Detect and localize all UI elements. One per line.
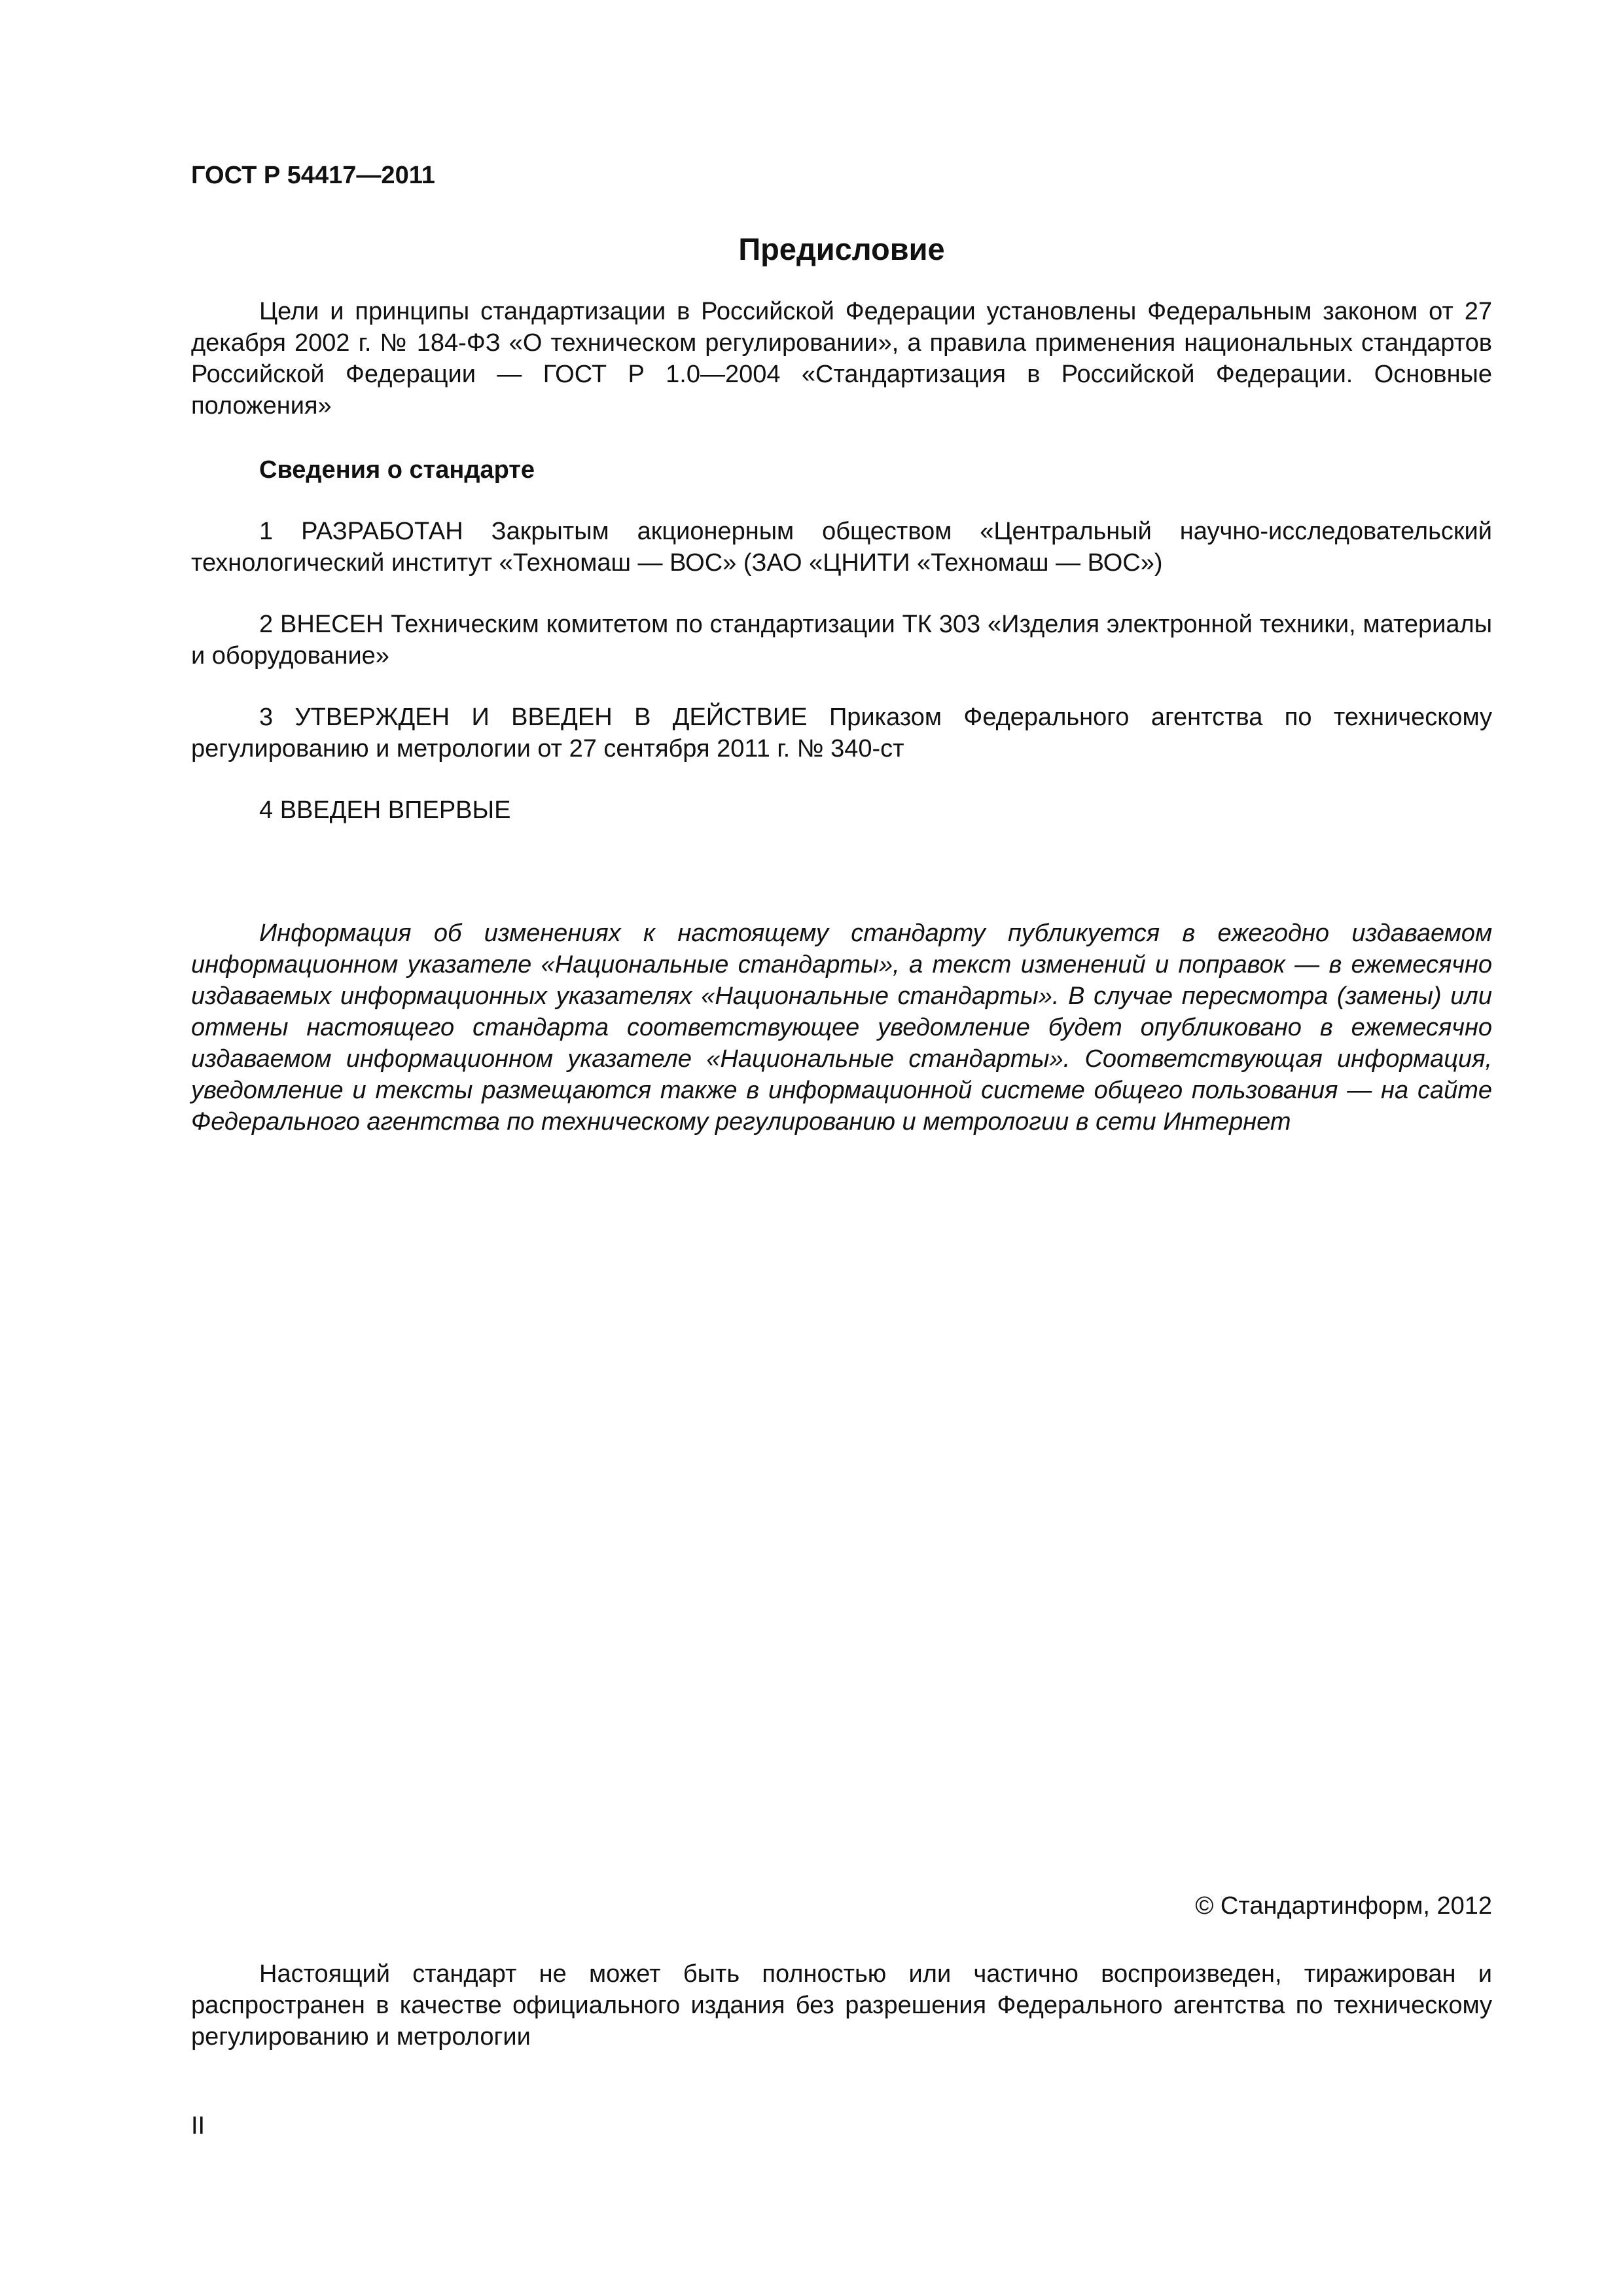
page-title: Предисловие — [738, 232, 945, 266]
info-item-3: 3 УТВЕРЖДЕН И ВВЕДЕН В ДЕЙСТВИЕ Приказом Федерального агентства по техническому регулированию и метрологии от 27 сентября 2011 г. № 340-ст — [191, 704, 1492, 762]
info-item-1: 1 РАЗРАБОТАН Закрытым акционерным обществом «Центральный научно-исследовательский технологический институт «Техномаш — ВОС» (ЗАО «ЦНИТИ «Техномаш — ВОС») — [191, 518, 1492, 577]
intro-paragraph: Цели и принципы стандартизации в Российской Федерации установлены Федеральным законом от 27 декабря 2002 г. № 184-ФЗ «О техническом регулировании», а правила применения национальных стандартов Российской Федерации — ГОСТ Р 1.0—2004 «Стандартизация в Российской Федерации. Основные положения» — [191, 298, 1492, 420]
document-code: ГОСТ Р 54417—2011 — [191, 162, 435, 189]
info-item-2: 2 ВНЕСЕН Техническим комитетом по стандартизации ТК 303 «Изделия электронной техники, материалы и оборудование» — [191, 611, 1492, 670]
page-number: II — [191, 2112, 205, 2140]
info-item-4: 4 ВВЕДЕН ВПЕРВЫЕ — [259, 797, 511, 824]
copyright-line: © Стандартинформ, 2012 — [1195, 1892, 1492, 1920]
standard-info-heading: Сведения о стандарте — [259, 456, 535, 484]
amendment-notice: Информация об изменениях к настоящему стандарту публикуется в ежегодно издаваемом информационном указателе «Национальные стандарты», а текст изменений и поправок — в ежемесячно издаваемых информационных указателях «Национальные стандарты». В случае пересмотра (замены) или отмены настоящего стандарта соответствующее уведомление будет опубликовано в ежемесячно издаваемом информационном указателе «Национальные стандарты». Соответствующая информация, уведомление и тексты размещаются также в информационной системе общего пользования — на сайте Федерального агентства по техническому регулированию и метрологии в сети Интернет — [191, 920, 1492, 1136]
reproduction-restriction: Настоящий стандарт не может быть полностью или частично воспроизведен, тиражирован и распространен в качестве официального издания без разрешения Федерального агентства по техническому регулированию и метрологии — [191, 1960, 1492, 2051]
